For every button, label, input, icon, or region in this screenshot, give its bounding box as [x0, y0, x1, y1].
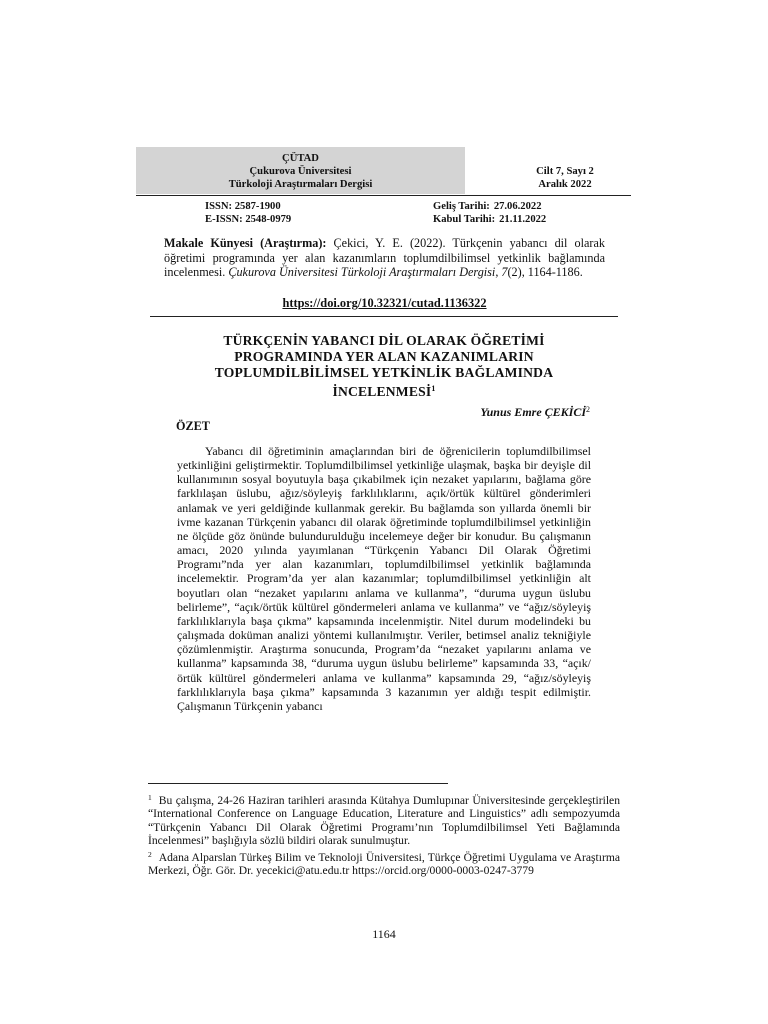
citation-label: Makale Künyesi (Araştırma):	[164, 236, 327, 250]
abstract-heading: ÖZET	[176, 419, 210, 433]
eissn: E-ISSN: 2548-0979	[205, 214, 292, 225]
footnote-1-mark: 1	[148, 793, 152, 802]
citation-pages: (2), 1164-1186.	[507, 265, 583, 280]
received-date	[433, 200, 546, 213]
footnotes	[148, 791, 620, 877]
footnote-1	[148, 791, 620, 848]
accepted-label: Kabul Tarihi:	[433, 214, 496, 225]
article-title	[170, 333, 598, 400]
footnote-1-text: Bu çalışma, 24-26 Haziran tarihleri arasında Kütahya Dumlupınar Üniversitesinde gerçekleştirilen “International Conference on Language Education, Literature and Linguistics” adlı sempozyumda “Türkçenin Yabancı Dil Olarak Öğretimi Programı’nın Toplumdilbilimsel Yeti Bağlamında İncelenmesi” başlığıyla sözlü bildiri olarak sunulmuştur.	[148, 794, 620, 848]
citation-volume: 7	[501, 265, 508, 280]
university-name: Çukurova Üniversitesi	[249, 166, 352, 177]
received-value: 27.06.2022	[493, 201, 542, 212]
issue-date: Aralık 2022	[538, 179, 592, 190]
citation-block	[164, 236, 605, 280]
citation-sep: ,	[495, 265, 502, 280]
title-line-4	[170, 381, 598, 400]
accepted-value: 21.11.2022	[499, 214, 547, 225]
accepted-date	[433, 213, 546, 226]
author-name	[400, 403, 590, 419]
header-divider	[136, 195, 631, 196]
citation-text: Çekici, Y. E. (2022). Türkçenin yabancı dil olarak öğretimi programında yer alan kazanımların toplumdilbilimsel yetkinlik bağlamında incelenmesi.	[164, 236, 605, 280]
journal-short-name: ÇÜTAD	[282, 153, 319, 164]
title-footnote-mark[interactable]: 1	[431, 384, 436, 393]
issn-block	[205, 200, 291, 226]
received-label: Geliş Tarihi:	[433, 201, 490, 212]
citation-journal: Çukurova Üniversitesi Türkoloji Araştırmaları Dergisi	[228, 265, 496, 280]
journal-header-left	[136, 152, 465, 191]
citation-divider	[150, 316, 618, 317]
footnote-2	[148, 848, 620, 878]
footnote-2-text: Adana Alparslan Türkeş Bilim ve Teknoloji Üniversitesi, Türkçe Öğretimi Uygulama ve Araştırma Merkezi, Öğr. Gör. Dr. yecekici@atu.edu.tr https://orcid.org/0000-0003-0247-3779	[148, 850, 620, 878]
journal-name: Türkoloji Araştırmaları Dergisi	[228, 179, 373, 190]
title-line-1: TÜRKÇENİN YABANCI DİL OLARAK ÖĞRETİMİ	[223, 333, 545, 348]
dates-block	[433, 200, 546, 226]
title-line-3: TOPLUMDİLBİLİMSEL YETKİNLİK BAĞLAMINDA	[214, 365, 554, 380]
footnote-divider	[148, 783, 448, 784]
volume-issue: Cilt 7, Sayı 2	[536, 166, 594, 177]
issn: ISSN: 2587-1900	[205, 201, 281, 212]
title-line-2: PROGRAMINDA YER ALAN KAZANIMLARIN	[234, 349, 534, 364]
doi-link[interactable]: https://doi.org/10.32321/cutad.1136322	[282, 296, 487, 310]
title-line-4-text: İNCELENMESİ	[332, 384, 432, 399]
author-footnote-mark[interactable]: 2	[586, 405, 590, 414]
journal-header-right	[500, 165, 630, 191]
author-text: Yunus Emre ÇEKİCİ	[480, 405, 586, 419]
abstract-text: Yabancı dil öğretiminin amaçlarından biri de öğrenicilerin toplumdilbilimsel yetkinliğini geliştirmektir. Toplumdilbilimsel yetkinliğe ulaşmak, başka bir deyişle dil kullanımının sosyal boyutuyla başa çıkabilmek için nezaket yapılarını, bağlama göre farklılaşan üslubu, ağız/söyleyiş farklılıklarını, açık/örtük kültürel gönderimleri anlamak ve yeri geldiğinde kullanmak gerekir. Bu bağlamda son yıllarda önemli bir ivme kazanan Türkçenin yabancı dil olarak öğretiminde toplumdilbilimsel yetkinliğin ne ölçüde göz önünde bulundurulduğu incelemeye değer bir konudur. Bu çalışmanın amacı, 2020 yılında yayımlanan “Türkçenin Yabancı Dil Olarak Öğretimi Programı”nda yer alan kazanımları, toplumdilbilimsel yetkinlik bağlamında incelemektir. Program’da yer alan kazanımlar; toplumdilbilimsel yetkinliğin alt boyutları olan “nezaket yapılarını anlama ve kullanma”, “duruma uygun üslubu belirleme”, “açık/örtük kültürel göndermeleri anlama ve kullanma” ve “ağız/söyleyiş farklılıklarıyla başa çıkma” kapsamında incelenmiştir. Nitel durum modelindeki bu çalışmada doküman analizi yöntemi kullanılmıştır. Veriler, betimsel analiz tekniğiyle çözümlenmiştir. Araştırma sonucunda, Program’da “nezaket yapılarını anlama ve kullanma” kapsamında 38, “duruma uygun üslubu belirleme” kapsamında 33, “açık/örtük kültürel göndermeleri anlama ve kullanma” kapsamında 29, “ağız/söyleyiş farklılıklarıyla başa çıkma” kapsamında 3 kazanımın yer aldığı tespit edilmiştir. Çalışmanın Türkçenin yabancı	[177, 444, 591, 713]
footnote-2-mark: 2	[148, 849, 152, 859]
page-number: 1164	[372, 927, 396, 941]
